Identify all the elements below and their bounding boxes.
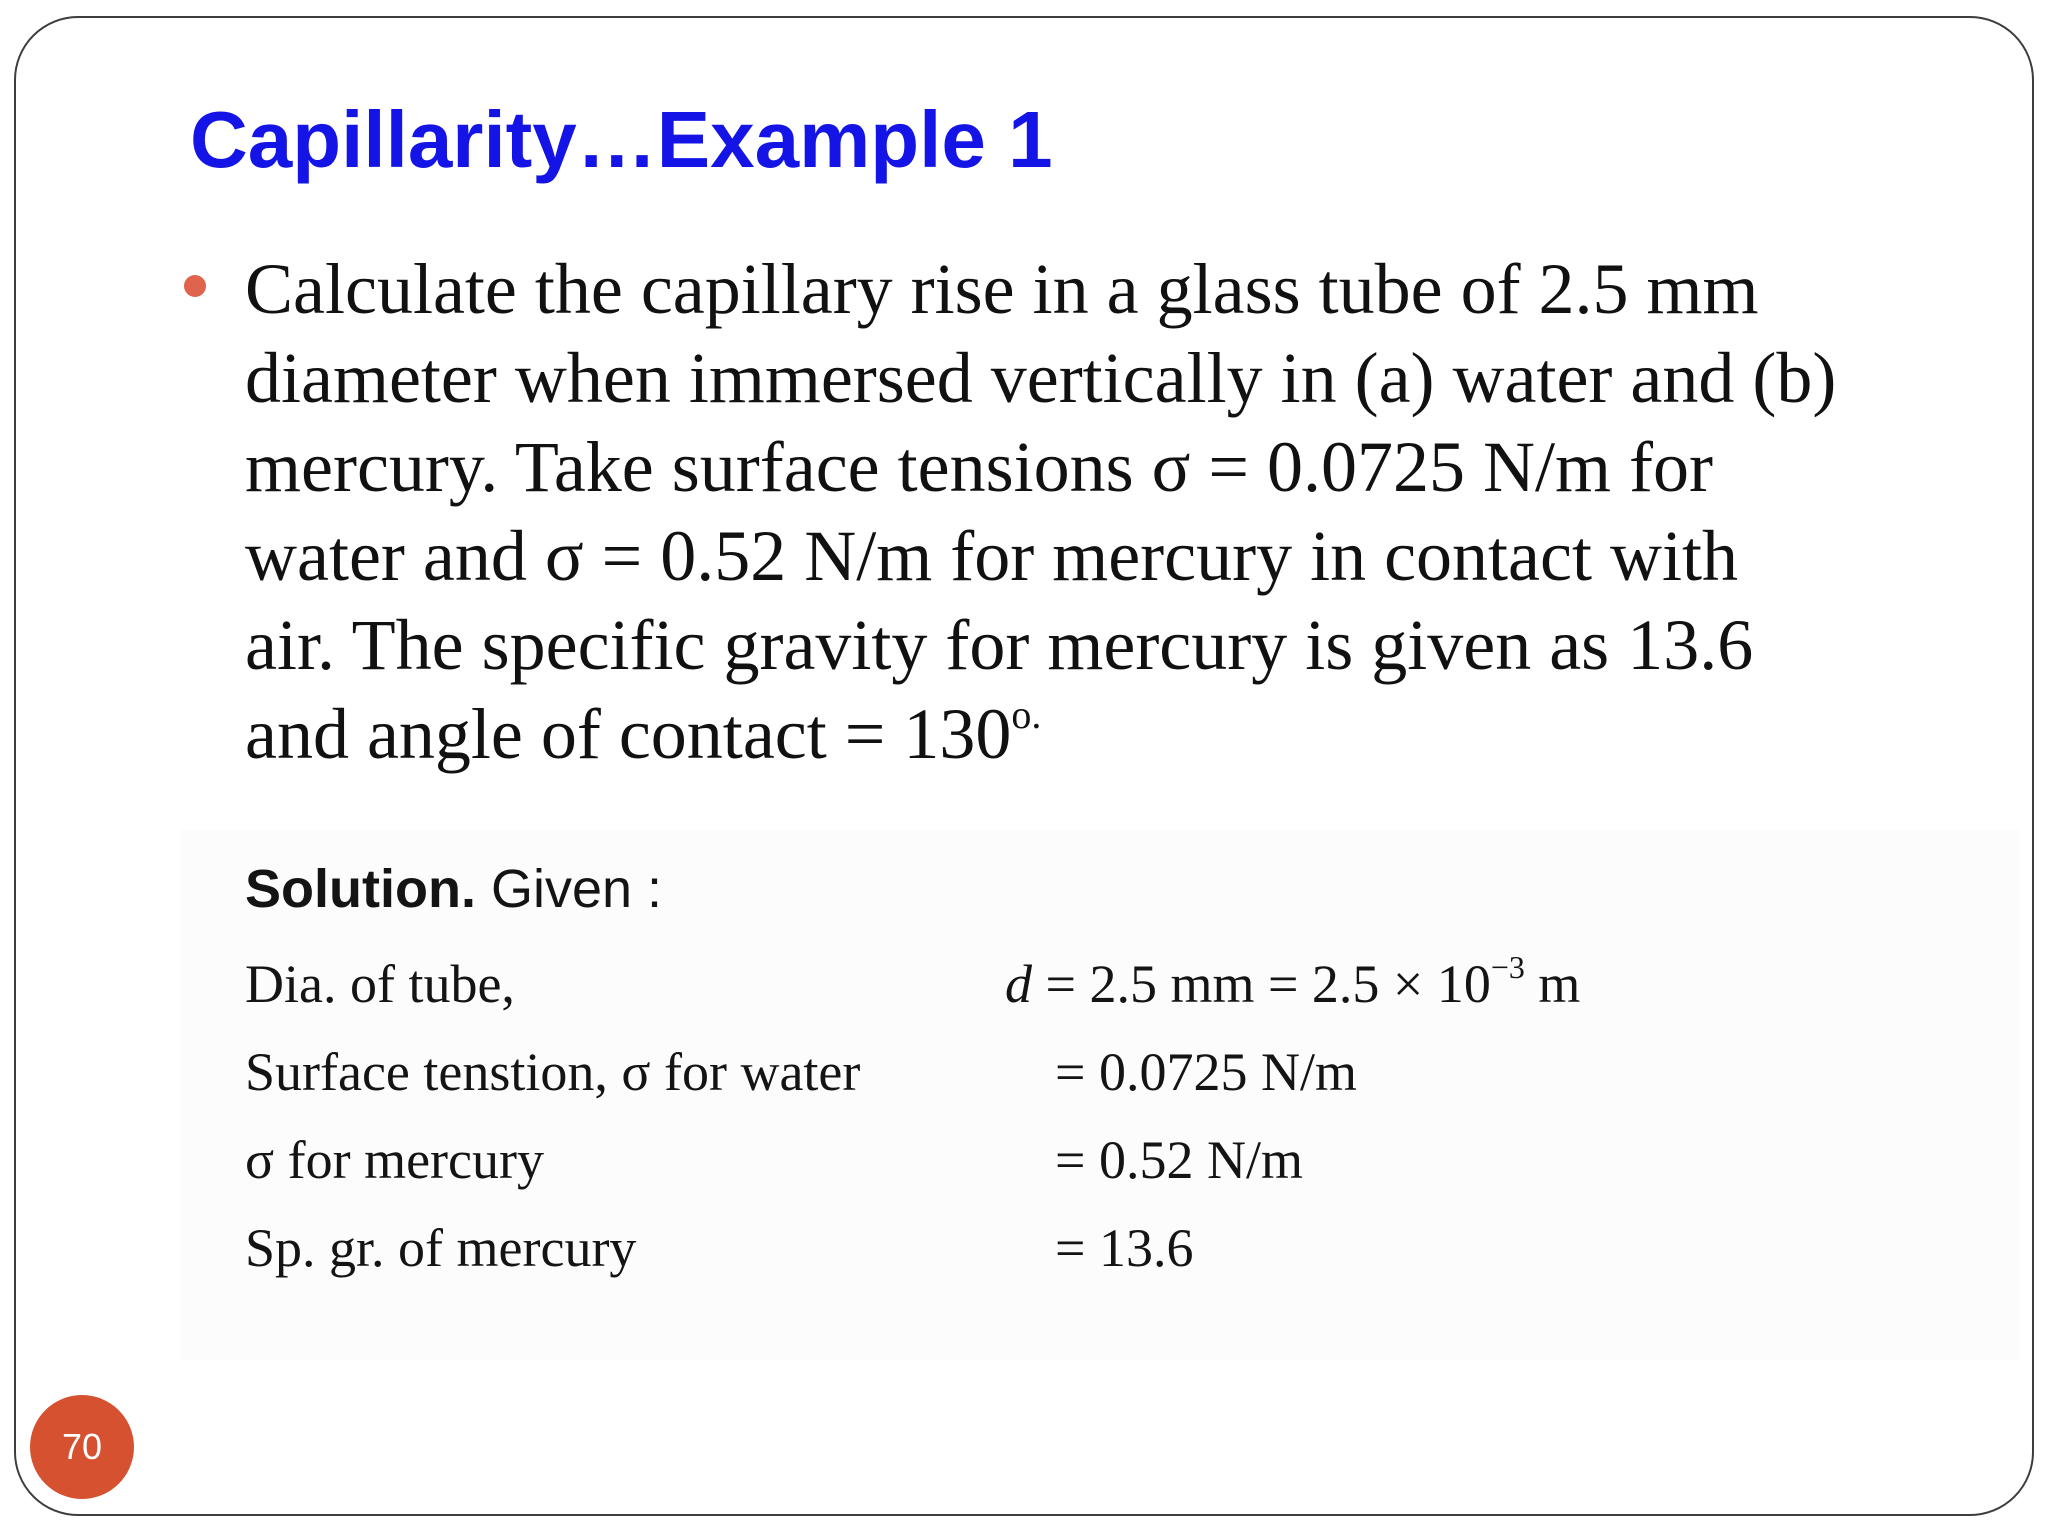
page-number-badge: 70 [30,1395,134,1499]
given-row-specific-gravity [245,1216,1845,1280]
given-row-surface-tension-water [245,1040,1845,1104]
question-line: air. The specific gravity for mercury is given as 13.6 [245,605,1754,685]
given-row-value: = 13.6 [1055,1218,1194,1278]
diameter-variable: d [1005,954,1032,1014]
slide-title: Capillarity…Example 1 [190,95,1053,184]
bullet-icon [184,275,206,297]
question-last-line [245,690,1945,779]
given-row-value [1005,949,1581,1016]
diameter-unit: m [1524,954,1581,1014]
question-line: Calculate the capillary rise in a glass tube of 2.5 mm [245,249,1759,329]
given-row-label: Sp. gr. of mercury [245,1218,637,1278]
question-line: water and σ = 0.52 N/m for mercury in contact with [245,516,1738,596]
question-line: diameter when immersed vertically in (a) water and (b) [245,338,1837,418]
degree-superscript: o. [1011,692,1042,737]
given-row-label: Dia. of tube, [245,954,515,1014]
given-row-value: = 0.52 N/m [1055,1130,1303,1190]
given-label: Given : [490,859,663,919]
given-row-diameter [245,949,1845,1016]
exponent-superscript: −3 [1490,949,1525,985]
question-line: mercury. Take surface tensions σ = 0.0725 N/m for [245,427,1713,507]
given-row-label: σ for mercury [245,1130,544,1190]
diameter-value: = 2.5 mm = 2.5 × 10 [1032,954,1491,1014]
question-text [245,245,1945,779]
solution-heading [245,859,663,919]
solution-label: Solution. [245,859,476,919]
given-row-label: Surface tenstion, σ for water [245,1042,861,1102]
given-row-surface-tension-mercury [245,1128,1845,1192]
given-row-value: = 0.0725 N/m [1055,1042,1357,1102]
question-last-line-text: and angle of contact = 130 [245,694,1012,774]
